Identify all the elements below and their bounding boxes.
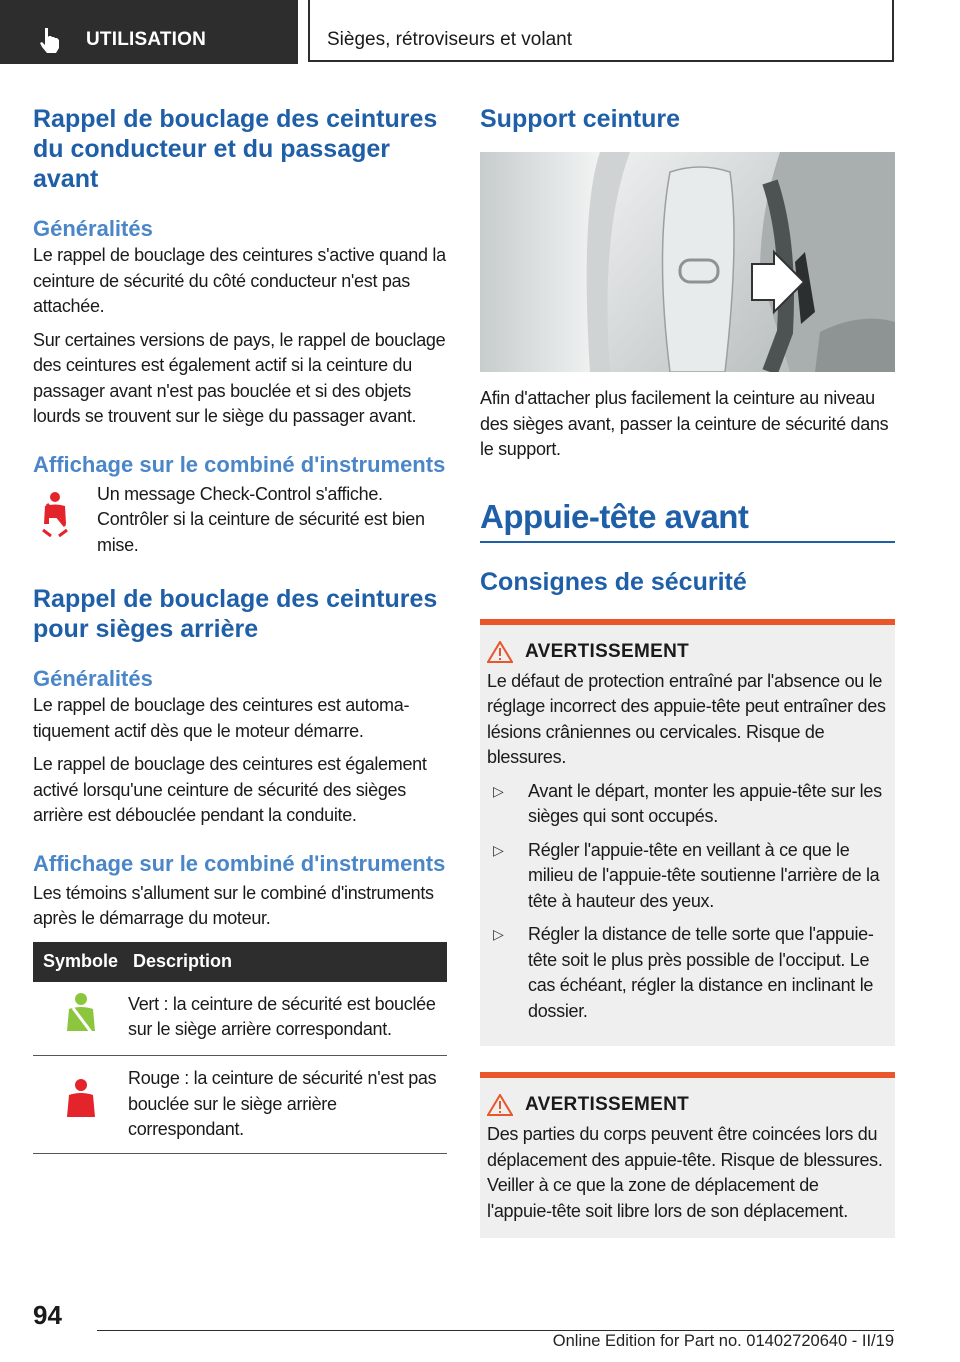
warning-triangle-icon <box>487 1094 513 1116</box>
symbol-table <box>33 942 447 1154</box>
table-header-description: Description <box>128 942 447 982</box>
seatbelt-green-icon <box>63 992 99 1038</box>
paragraph-4: Le rappel de bouclage des ceintures est automatiquement actif dès que le moteur démarre. <box>33 695 410 741</box>
heading-consignes: Consignes de sécurité <box>480 567 747 596</box>
table-cell-symbol <box>33 1056 128 1154</box>
warning-bullet-list <box>487 779 888 1025</box>
warning-title-row <box>487 641 888 663</box>
warning-box-1 <box>480 619 895 1047</box>
list-item <box>487 779 888 830</box>
seat-photo <box>480 152 895 372</box>
paragraph-3: Un message Check-Control s'affiche. Contrôler si la ceinture de sécurité est bien mise. <box>97 483 425 555</box>
table-cell-description: Vert : la ceinture de sécurité est bouclée sur le siège arrière correspondant. <box>128 982 447 1056</box>
seatbelt-warning-icon <box>33 482 97 559</box>
header-chapter-box <box>308 0 894 62</box>
left-column <box>33 100 447 1154</box>
right-column <box>480 100 895 1238</box>
heading-generalites-1: Généralités <box>33 216 153 241</box>
heading-rule <box>480 541 895 543</box>
warning-title: AVERTISSEMENT <box>525 1094 690 1115</box>
warning-text: Le défaut de protection entraîné par l'absence ou le réglage incorrect des appuie-tête peut entraîner des lésions crâniennes ou cervicales. Risque de blessures. <box>487 670 886 767</box>
footer-rule <box>97 1330 894 1331</box>
footer-edition: Online Edition for Part no. 01402720640 - II/19 <box>552 1332 894 1350</box>
heading-rappel-avant: Rappel de bouclage des ceintures du conducteur et du passager avant <box>33 105 438 193</box>
chapter-title: Sièges, rétroviseurs et volant <box>327 29 573 50</box>
bullet-triangle-icon: ▷ <box>493 926 504 942</box>
paragraph-support: Afin d'attacher plus facilement la ceinture au niveau des sièges avant, passer la ceinture de sécurité dans le support. <box>480 388 889 459</box>
page-number: 94 <box>33 1300 62 1330</box>
heading-support-ceinture: Support ceinture <box>480 105 681 133</box>
bullet-triangle-icon: ▷ <box>493 841 504 858</box>
heading-generalites-2: Généralités <box>33 666 153 691</box>
header-section-tab <box>0 0 298 64</box>
warning-title-row <box>487 1094 888 1116</box>
warning-box-2 <box>480 1072 895 1238</box>
warning-title: AVERTISSEMENT <box>525 640 690 662</box>
table-cell-description: Rouge : la ceinture de sécurité n'est pas bouclée sur le siège arrière correspondant. <box>128 1056 447 1154</box>
paragraph-5: Le rappel de bouclage des ceintures est également activé lorsqu'une ceinture de sécurité des sièges arrière est débouclée pendant la conduite. <box>33 754 427 825</box>
seatbelt-red-icon <box>63 1078 99 1124</box>
check-control-row <box>33 482 447 559</box>
table-row <box>33 982 447 1056</box>
paragraph-2: Sur certaines versions de pays, le rappel de bouclage des ceintures est également actif si la ceinture du passager avant n'est pas bouclée et si des objets lourds se trouvent sur le siège du passager avant. <box>33 329 446 426</box>
hand-pointer-icon <box>36 26 66 54</box>
bullet-triangle-icon: ▷ <box>493 782 504 799</box>
warning-text: Des parties du corps peuvent être coincées lors du déplacement des appuie-tête. Risque de blessures. Veiller à ce que la zone de déplacement de l'appuie-tête soit libre lors de son déplacement. <box>487 1124 883 1221</box>
heading-rappel-arriere: Rappel de bouclage des ceintures pour sièges arrière <box>33 585 438 643</box>
list-item-text: Régler la distance de telle sorte que l'appuie-tête soit le plus près possible de l'occiput. Le cas échéant, régler la distance en inclinant le dossier. <box>528 924 874 1021</box>
table-header-symbole: Symbole <box>33 942 128 982</box>
heading-affichage-1: Affichage sur le combiné d'instruments <box>33 451 446 477</box>
heading-affichage-2: Affichage sur le combiné d'instruments <box>33 850 446 876</box>
list-item-text: Avant le départ, monter les appuie-tête sur les sièges qui sont occupés. <box>528 780 882 826</box>
table-row <box>33 1056 447 1154</box>
paragraph-1: Le rappel de bouclage des ceintures s'active quand la ceinture de sécurité du côté conducteur n'est pas attachée. <box>33 245 446 316</box>
paragraph-6: Les témoins s'allument sur le combiné d'instruments après le démarrage du moteur. <box>33 882 434 928</box>
list-item-text: Régler l'appuie-tête en veillant à ce que le milieu de l'appuie-tête soutienne l'arrière de la tête à hauteur des yeux. <box>528 839 880 911</box>
table-cell-symbol <box>33 982 128 1056</box>
warning-triangle-icon <box>487 641 513 663</box>
section-title: UTILISATION <box>86 29 207 50</box>
list-item <box>487 838 888 915</box>
list-item <box>487 922 888 1024</box>
heading-appuie-tete-avant: Appuie-tête avant <box>480 497 749 535</box>
